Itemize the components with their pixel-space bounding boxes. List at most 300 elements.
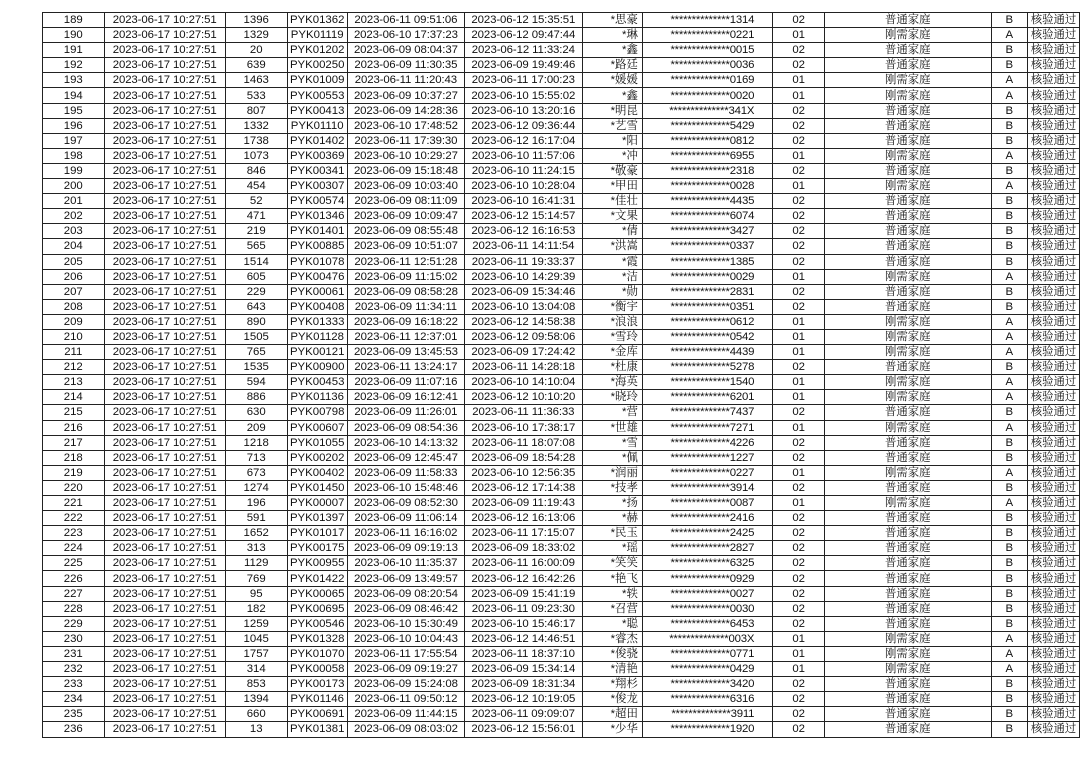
group-cell: B [991, 616, 1027, 631]
family-type-cell: 刚需家庭 [825, 148, 992, 163]
group-cell: A [991, 88, 1027, 103]
application-code-cell: PYK01017 [287, 526, 347, 541]
review-time-cell: 2023-06-09 18:33:02 [465, 541, 582, 556]
applicant-name-cell: *浪浪 [582, 314, 642, 329]
seq-cell: 221 [43, 496, 105, 511]
application-code-cell: PYK01119 [287, 28, 347, 43]
order-number-cell: 314 [225, 662, 287, 677]
verification-status-cell: 核验通过 [1028, 586, 1080, 601]
submit-time-cell: 2023-06-11 09:51:06 [347, 13, 464, 28]
verification-status-cell: 核验通过 [1028, 616, 1080, 631]
id-number-cell: **************0771 [642, 646, 772, 661]
applicant-name-cell: *敬豪 [582, 163, 642, 178]
lottery-time-cell: 2023-06-17 10:27:51 [104, 299, 225, 314]
category-code-cell: 02 [773, 299, 825, 314]
group-cell: A [991, 420, 1027, 435]
seq-cell: 203 [43, 224, 105, 239]
table-row [43, 148, 1080, 163]
submit-time-cell: 2023-06-10 10:04:43 [347, 631, 464, 646]
verification-status-cell: 核验通过 [1028, 314, 1080, 329]
applicant-name-cell: *金库 [582, 345, 642, 360]
group-cell: B [991, 556, 1027, 571]
category-code-cell: 01 [773, 179, 825, 194]
submit-time-cell: 2023-06-09 11:58:33 [347, 465, 464, 480]
lottery-time-cell: 2023-06-17 10:27:51 [104, 103, 225, 118]
verification-status-cell: 核验通过 [1028, 662, 1080, 677]
applicant-name-cell: *佩 [582, 450, 642, 465]
application-code-cell: PYK01202 [287, 43, 347, 58]
verification-status-cell: 核验通过 [1028, 254, 1080, 269]
application-code-cell: PYK00250 [287, 58, 347, 73]
lottery-time-cell: 2023-06-17 10:27:51 [104, 43, 225, 58]
id-number-cell: **************0036 [642, 58, 772, 73]
category-code-cell: 01 [773, 345, 825, 360]
review-time-cell: 2023-06-12 15:56:01 [465, 722, 582, 737]
order-number-cell: 1045 [225, 631, 287, 646]
applicant-name-cell: *清艳 [582, 662, 642, 677]
order-number-cell: 886 [225, 390, 287, 405]
review-time-cell: 2023-06-10 10:28:04 [465, 179, 582, 194]
category-code-cell: 02 [773, 556, 825, 571]
order-number-cell: 807 [225, 103, 287, 118]
seq-cell: 228 [43, 601, 105, 616]
applicant-name-cell: *倩 [582, 224, 642, 239]
group-cell: B [991, 224, 1027, 239]
category-code-cell: 02 [773, 284, 825, 299]
review-time-cell: 2023-06-09 15:34:46 [465, 284, 582, 299]
table-row [43, 631, 1080, 646]
seq-cell: 194 [43, 88, 105, 103]
review-time-cell: 2023-06-12 15:14:57 [465, 209, 582, 224]
order-number-cell: 1274 [225, 480, 287, 495]
verification-status-cell: 核验通过 [1028, 88, 1080, 103]
family-type-cell: 普通家庭 [825, 224, 992, 239]
group-cell: B [991, 571, 1027, 586]
applicant-name-cell: *明昆 [582, 103, 642, 118]
submit-time-cell: 2023-06-11 13:24:17 [347, 360, 464, 375]
review-time-cell: 2023-06-12 09:58:06 [465, 329, 582, 344]
id-number-cell: **************1227 [642, 450, 772, 465]
category-code-cell: 01 [773, 390, 825, 405]
family-type-cell: 刚需家庭 [825, 375, 992, 390]
id-number-cell: **************6325 [642, 556, 772, 571]
table-row [43, 405, 1080, 420]
application-code-cell: PYK01422 [287, 571, 347, 586]
submit-time-cell: 2023-06-09 11:06:14 [347, 511, 464, 526]
table-row [43, 420, 1080, 435]
group-cell: B [991, 586, 1027, 601]
table-row [43, 103, 1080, 118]
seq-cell: 192 [43, 58, 105, 73]
submit-time-cell: 2023-06-10 14:13:32 [347, 435, 464, 450]
category-code-cell: 02 [773, 511, 825, 526]
table-row [43, 209, 1080, 224]
category-code-cell: 02 [773, 692, 825, 707]
order-number-cell: 209 [225, 420, 287, 435]
id-number-cell: **************0227 [642, 465, 772, 480]
verification-status-cell: 核验通过 [1028, 118, 1080, 133]
review-time-cell: 2023-06-12 14:58:38 [465, 314, 582, 329]
family-type-cell: 普通家庭 [825, 556, 992, 571]
lottery-time-cell: 2023-06-17 10:27:51 [104, 28, 225, 43]
group-cell: A [991, 465, 1027, 480]
order-number-cell: 1514 [225, 254, 287, 269]
seq-cell: 195 [43, 103, 105, 118]
submit-time-cell: 2023-06-09 11:30:35 [347, 58, 464, 73]
lottery-time-cell: 2023-06-17 10:27:51 [104, 239, 225, 254]
verification-status-cell: 核验通过 [1028, 692, 1080, 707]
lottery-results-table [42, 12, 1080, 738]
application-code-cell: PYK01362 [287, 13, 347, 28]
order-number-cell: 639 [225, 58, 287, 73]
applicant-name-cell: *扬 [582, 496, 642, 511]
family-type-cell: 普通家庭 [825, 692, 992, 707]
family-type-cell: 刚需家庭 [825, 345, 992, 360]
lottery-time-cell: 2023-06-17 10:27:51 [104, 314, 225, 329]
id-number-cell: **************2827 [642, 541, 772, 556]
table-row [43, 224, 1080, 239]
category-code-cell: 02 [773, 677, 825, 692]
review-time-cell: 2023-06-12 09:36:44 [465, 118, 582, 133]
category-code-cell: 01 [773, 28, 825, 43]
order-number-cell: 313 [225, 541, 287, 556]
seq-cell: 210 [43, 329, 105, 344]
lottery-time-cell: 2023-06-17 10:27:51 [104, 601, 225, 616]
category-code-cell: 01 [773, 662, 825, 677]
applicant-name-cell: *民玉 [582, 526, 642, 541]
verification-status-cell: 核验通过 [1028, 43, 1080, 58]
review-time-cell: 2023-06-11 11:36:33 [465, 405, 582, 420]
seq-cell: 222 [43, 511, 105, 526]
family-type-cell: 刚需家庭 [825, 390, 992, 405]
table-row [43, 480, 1080, 495]
id-number-cell: **************1920 [642, 722, 772, 737]
seq-cell: 206 [43, 269, 105, 284]
seq-cell: 231 [43, 646, 105, 661]
application-code-cell: PYK01450 [287, 480, 347, 495]
order-number-cell: 182 [225, 601, 287, 616]
lottery-time-cell: 2023-06-17 10:27:51 [104, 692, 225, 707]
application-code-cell: PYK00885 [287, 239, 347, 254]
verification-status-cell: 核验通过 [1028, 405, 1080, 420]
id-number-cell: **************2416 [642, 511, 772, 526]
application-code-cell: PYK00453 [287, 375, 347, 390]
order-number-cell: 769 [225, 571, 287, 586]
applicant-name-cell: *艳飞 [582, 571, 642, 586]
verification-status-cell: 核验通过 [1028, 390, 1080, 405]
review-time-cell: 2023-06-12 16:17:04 [465, 133, 582, 148]
family-type-cell: 刚需家庭 [825, 420, 992, 435]
order-number-cell: 1129 [225, 556, 287, 571]
group-cell: B [991, 254, 1027, 269]
submit-time-cell: 2023-06-09 11:07:16 [347, 375, 464, 390]
submit-time-cell: 2023-06-09 13:45:53 [347, 345, 464, 360]
order-number-cell: 591 [225, 511, 287, 526]
applicant-name-cell: *聪 [582, 616, 642, 631]
verification-status-cell: 核验通过 [1028, 722, 1080, 737]
verification-status-cell: 核验通过 [1028, 345, 1080, 360]
id-number-cell: **************0028 [642, 179, 772, 194]
table-row [43, 88, 1080, 103]
applicant-name-cell: *超田 [582, 707, 642, 722]
applicant-name-cell: *勋 [582, 284, 642, 299]
seq-cell: 235 [43, 707, 105, 722]
family-type-cell: 普通家庭 [825, 103, 992, 118]
id-number-cell: **************6316 [642, 692, 772, 707]
table-row [43, 541, 1080, 556]
category-code-cell: 01 [773, 646, 825, 661]
order-number-cell: 565 [225, 239, 287, 254]
table-row [43, 43, 1080, 58]
category-code-cell: 02 [773, 707, 825, 722]
order-number-cell: 1535 [225, 360, 287, 375]
submit-time-cell: 2023-06-09 10:51:07 [347, 239, 464, 254]
lottery-time-cell: 2023-06-17 10:27:51 [104, 511, 225, 526]
verification-status-cell: 核验通过 [1028, 179, 1080, 194]
verification-status-cell: 核验通过 [1028, 269, 1080, 284]
order-number-cell: 605 [225, 269, 287, 284]
lottery-time-cell: 2023-06-17 10:27:51 [104, 526, 225, 541]
family-type-cell: 刚需家庭 [825, 646, 992, 661]
application-code-cell: PYK01381 [287, 722, 347, 737]
review-time-cell: 2023-06-11 18:37:10 [465, 646, 582, 661]
id-number-cell: **************0030 [642, 601, 772, 616]
id-number-cell: **************6453 [642, 616, 772, 631]
review-time-cell: 2023-06-10 11:24:15 [465, 163, 582, 178]
review-time-cell: 2023-06-10 13:04:08 [465, 299, 582, 314]
submit-time-cell: 2023-06-09 13:49:57 [347, 571, 464, 586]
id-number-cell: **************5278 [642, 360, 772, 375]
family-type-cell: 普通家庭 [825, 299, 992, 314]
seq-cell: 225 [43, 556, 105, 571]
group-cell: B [991, 405, 1027, 420]
id-number-cell: **************6201 [642, 390, 772, 405]
applicant-name-cell: *技孝 [582, 480, 642, 495]
family-type-cell: 普通家庭 [825, 209, 992, 224]
applicant-name-cell: *霞 [582, 254, 642, 269]
order-number-cell: 643 [225, 299, 287, 314]
application-code-cell: PYK00202 [287, 450, 347, 465]
group-cell: B [991, 541, 1027, 556]
lottery-time-cell: 2023-06-17 10:27:51 [104, 133, 225, 148]
seq-cell: 218 [43, 450, 105, 465]
order-number-cell: 1329 [225, 28, 287, 43]
family-type-cell: 普通家庭 [825, 43, 992, 58]
submit-time-cell: 2023-06-09 08:52:30 [347, 496, 464, 511]
verification-status-cell: 核验通过 [1028, 435, 1080, 450]
table-row [43, 571, 1080, 586]
table-row [43, 662, 1080, 677]
review-time-cell: 2023-06-11 09:23:30 [465, 601, 582, 616]
lottery-time-cell: 2023-06-17 10:27:51 [104, 556, 225, 571]
applicant-name-cell: *鑫 [582, 43, 642, 58]
submit-time-cell: 2023-06-09 10:37:27 [347, 88, 464, 103]
submit-time-cell: 2023-06-09 09:19:27 [347, 662, 464, 677]
seq-cell: 214 [43, 390, 105, 405]
review-time-cell: 2023-06-11 17:15:07 [465, 526, 582, 541]
verification-status-cell: 核验通过 [1028, 239, 1080, 254]
application-code-cell: PYK00695 [287, 601, 347, 616]
id-number-cell: **************3420 [642, 677, 772, 692]
review-time-cell: 2023-06-11 18:07:08 [465, 435, 582, 450]
seq-cell: 236 [43, 722, 105, 737]
applicant-name-cell: *阳 [582, 133, 642, 148]
lottery-time-cell: 2023-06-17 10:27:51 [104, 541, 225, 556]
group-cell: B [991, 43, 1027, 58]
lottery-time-cell: 2023-06-17 10:27:51 [104, 722, 225, 737]
id-number-cell: **************3427 [642, 224, 772, 239]
review-time-cell: 2023-06-11 14:28:18 [465, 360, 582, 375]
table-row [43, 526, 1080, 541]
seq-cell: 204 [43, 239, 105, 254]
submit-time-cell: 2023-06-11 11:20:43 [347, 73, 464, 88]
category-code-cell: 02 [773, 194, 825, 209]
id-number-cell: **************0169 [642, 73, 772, 88]
verification-status-cell: 核验通过 [1028, 601, 1080, 616]
verification-status-cell: 核验通过 [1028, 73, 1080, 88]
family-type-cell: 普通家庭 [825, 360, 992, 375]
lottery-time-cell: 2023-06-17 10:27:51 [104, 631, 225, 646]
table-row [43, 118, 1080, 133]
table-row [43, 179, 1080, 194]
application-code-cell: PYK01009 [287, 73, 347, 88]
applicant-name-cell: *瑶 [582, 541, 642, 556]
category-code-cell: 02 [773, 163, 825, 178]
seq-cell: 208 [43, 299, 105, 314]
group-cell: B [991, 194, 1027, 209]
lottery-time-cell: 2023-06-17 10:27:51 [104, 284, 225, 299]
family-type-cell: 刚需家庭 [825, 73, 992, 88]
id-number-cell: **************4226 [642, 435, 772, 450]
verification-status-cell: 核验通过 [1028, 707, 1080, 722]
seq-cell: 226 [43, 571, 105, 586]
application-code-cell: PYK00546 [287, 616, 347, 631]
lottery-time-cell: 2023-06-17 10:27:51 [104, 405, 225, 420]
table-row [43, 28, 1080, 43]
verification-status-cell: 核验通过 [1028, 677, 1080, 692]
submit-time-cell: 2023-06-09 08:46:42 [347, 601, 464, 616]
seq-cell: 220 [43, 480, 105, 495]
verification-status-cell: 核验通过 [1028, 284, 1080, 299]
family-type-cell: 普通家庭 [825, 58, 992, 73]
table-row [43, 13, 1080, 28]
lottery-time-cell: 2023-06-17 10:27:51 [104, 586, 225, 601]
applicant-name-cell: *营 [582, 405, 642, 420]
table-row [43, 163, 1080, 178]
category-code-cell: 01 [773, 148, 825, 163]
table-row [43, 375, 1080, 390]
verification-status-cell: 核验通过 [1028, 163, 1080, 178]
group-cell: B [991, 677, 1027, 692]
order-number-cell: 1259 [225, 616, 287, 631]
applicant-name-cell: *衡宇 [582, 299, 642, 314]
applicant-name-cell: *洁 [582, 269, 642, 284]
category-code-cell: 02 [773, 435, 825, 450]
seq-cell: 211 [43, 345, 105, 360]
category-code-cell: 02 [773, 239, 825, 254]
category-code-cell: 01 [773, 496, 825, 511]
family-type-cell: 刚需家庭 [825, 496, 992, 511]
verification-status-cell: 核验通过 [1028, 511, 1080, 526]
category-code-cell: 01 [773, 375, 825, 390]
group-cell: B [991, 103, 1027, 118]
application-code-cell: PYK00691 [287, 707, 347, 722]
category-code-cell: 02 [773, 133, 825, 148]
applicant-name-cell: *杜康 [582, 360, 642, 375]
seq-cell: 209 [43, 314, 105, 329]
seq-cell: 215 [43, 405, 105, 420]
review-time-cell: 2023-06-10 15:55:02 [465, 88, 582, 103]
category-code-cell: 02 [773, 118, 825, 133]
table-row [43, 329, 1080, 344]
review-time-cell: 2023-06-10 17:38:17 [465, 420, 582, 435]
id-number-cell: **************4435 [642, 194, 772, 209]
seq-cell: 232 [43, 662, 105, 677]
submit-time-cell: 2023-06-10 15:48:46 [347, 480, 464, 495]
group-cell: B [991, 118, 1027, 133]
lottery-time-cell: 2023-06-17 10:27:51 [104, 209, 225, 224]
family-type-cell: 普通家庭 [825, 450, 992, 465]
order-number-cell: 1394 [225, 692, 287, 707]
category-code-cell: 02 [773, 224, 825, 239]
applicant-name-cell: *翔杉 [582, 677, 642, 692]
applicant-name-cell: *雪 [582, 435, 642, 450]
verification-status-cell: 核验通过 [1028, 465, 1080, 480]
category-code-cell: 02 [773, 209, 825, 224]
submit-time-cell: 2023-06-09 15:18:48 [347, 163, 464, 178]
table-row [43, 284, 1080, 299]
group-cell: A [991, 179, 1027, 194]
lottery-time-cell: 2023-06-17 10:27:51 [104, 118, 225, 133]
verification-status-cell: 核验通过 [1028, 496, 1080, 511]
group-cell: A [991, 269, 1027, 284]
family-type-cell: 普通家庭 [825, 571, 992, 586]
submit-time-cell: 2023-06-09 08:03:02 [347, 722, 464, 737]
table-row [43, 450, 1080, 465]
applicant-name-cell: *琳 [582, 28, 642, 43]
review-time-cell: 2023-06-12 15:35:51 [465, 13, 582, 28]
order-number-cell: 853 [225, 677, 287, 692]
table-row [43, 194, 1080, 209]
table-row [43, 511, 1080, 526]
applicant-name-cell: *世雄 [582, 420, 642, 435]
submit-time-cell: 2023-06-09 08:11:09 [347, 194, 464, 209]
id-number-cell: **************6955 [642, 148, 772, 163]
table-row [43, 601, 1080, 616]
application-code-cell: PYK01397 [287, 511, 347, 526]
submit-time-cell: 2023-06-10 10:29:27 [347, 148, 464, 163]
applicant-name-cell: *俊骁 [582, 646, 642, 661]
applicant-name-cell: *文果 [582, 209, 642, 224]
id-number-cell: **************0542 [642, 329, 772, 344]
family-type-cell: 刚需家庭 [825, 88, 992, 103]
family-type-cell: 普通家庭 [825, 133, 992, 148]
family-type-cell: 刚需家庭 [825, 662, 992, 677]
verification-status-cell: 核验通过 [1028, 58, 1080, 73]
submit-time-cell: 2023-06-09 11:34:11 [347, 299, 464, 314]
order-number-cell: 1738 [225, 133, 287, 148]
group-cell: A [991, 631, 1027, 646]
seq-cell: 219 [43, 465, 105, 480]
seq-cell: 234 [43, 692, 105, 707]
seq-cell: 217 [43, 435, 105, 450]
table-row [43, 314, 1080, 329]
order-number-cell: 1332 [225, 118, 287, 133]
submit-time-cell: 2023-06-09 10:09:47 [347, 209, 464, 224]
seq-cell: 202 [43, 209, 105, 224]
application-code-cell: PYK00553 [287, 88, 347, 103]
lottery-time-cell: 2023-06-17 10:27:51 [104, 646, 225, 661]
